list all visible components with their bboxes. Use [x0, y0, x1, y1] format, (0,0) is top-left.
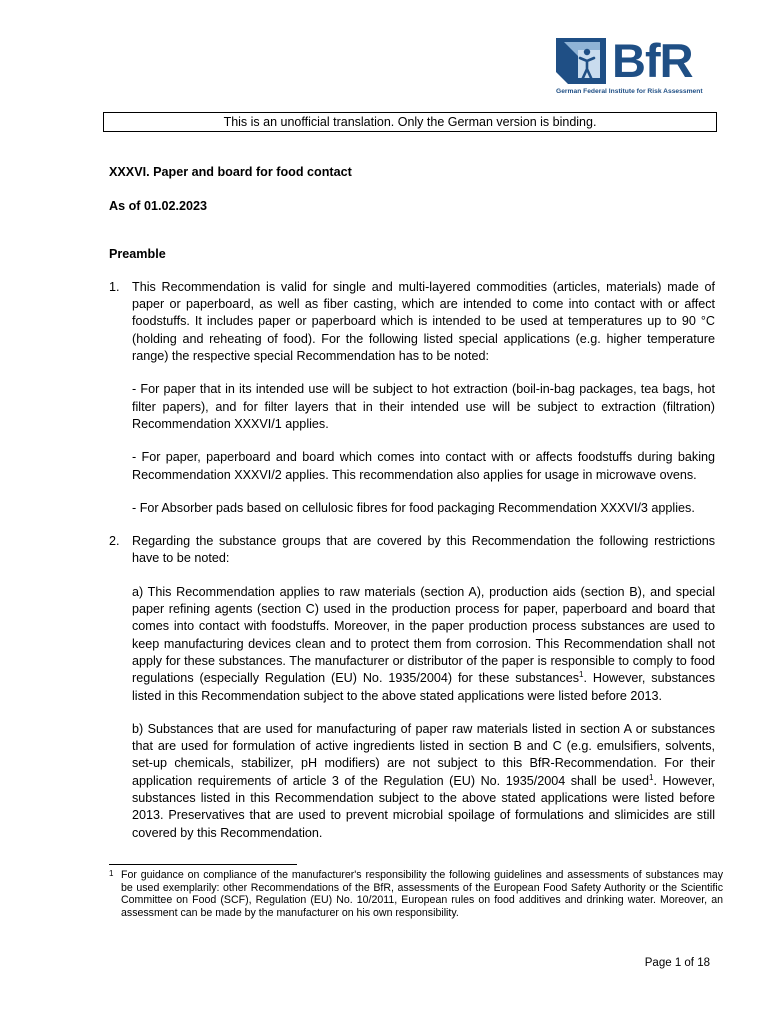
paragraph-a: [132, 584, 715, 705]
footnote-divider: [109, 864, 297, 865]
paragraph: - For paper, paperboard and board which comes into contact with or affects foodstuffs during baking Recommendation XXXVI/2 applies. This recommendation also applies for usage in microwave ovens.: [132, 450, 715, 482]
paragraph: - For Absorber pads based on cellulosic fibres for food packaging Recommendation XXXVI/3 applies.: [132, 500, 695, 515]
translation-notice: This is an unofficial translation. Only the German version is binding.: [103, 112, 717, 132]
paragraph: - For paper that in its intended use will be subject to hot extraction (boil-in-bag packages, tea bags, hot filter papers), and for filter layers that in their intended use will be subject to extraction (filtration) Recommendation XXXVI/1 applies.: [132, 382, 715, 431]
list-item: [109, 279, 715, 517]
paragraph-text: b) Substances that are used for manufacturing of paper raw materials listed in section A or substances that are used for formulation of active ingredients listed in section B and C (e.g. emulsifiers, solvents, set-up chemicals, stabilizer, pH modifiers) are not subject to this BfR-Recommendation. For their application requirements of article 3 of the Regulation (EU) No. 1935/2004 shall be used: [132, 721, 715, 788]
document-title: XXXVI. Paper and board for food contact: [109, 165, 352, 179]
document-body: [109, 164, 715, 858]
bfr-person-icon: [556, 38, 606, 84]
logo-subtitle: German Federal Institute for Risk Assessment: [556, 88, 703, 95]
item-number: 1.: [109, 279, 120, 294]
item-number: 2.: [109, 534, 120, 549]
paragraph-b: [132, 721, 715, 842]
paragraph: This Recommendation is valid for single and multi-layered commodities (articles, materials) made of paper or paperboard, as well as fiber casting, which are intended to come into contact with or affect foodstuffs. It includes paper or paperboard which is intended to be used at temperatures up to 90 °C (holding and reheating of food). For the following listed special applications (e.g. higher temperature range) the respective special Recommendation has to be noted:: [132, 279, 715, 364]
bfr-logo: [556, 34, 718, 100]
footnote-reference[interactable]: 1: [579, 670, 584, 680]
footnote-text: For guidance on compliance of the manufacturer's responsibility the following guidelines and assessments of substances may be used exemplarily: other Recommendations of the BfR, assessments of the European Food Safety Authority or the Scientific Committee on Food (SCF), Regulation (EU) No. 10/2011, European rules on food additives and drinking water. Moreover, an assessment can be made by the manufacturer on his own responsibility.: [121, 869, 723, 920]
page-number: Page 1 of 18: [644, 957, 710, 969]
footnote: [109, 869, 723, 920]
paragraph-text: . However, substances listed in this Recommendation subject to the above stated applications were listed before 2013.: [132, 671, 715, 703]
document-date: As of 01.02.2023: [109, 199, 208, 214]
paragraph: Regarding the substance groups that are covered by this Recommendation the following restrictions have to be noted:: [132, 534, 715, 566]
section-heading: Preamble: [109, 246, 166, 261]
paragraph-text: a) This Recommendation applies to raw materials (section A), production aids (section B), and special paper refining agents (section C) used in the production process for paper, paperboard and board that comes into contact with foodstuffs. Moreover, in the paper production process substances are used to keep manufacturing devices clean and to protect them from corrosion. This Recommendation shall not apply for these substances. The manufacturer or distributor of the paper is responsible to comply to food regulations (especially Regulation (EU) No. 1935/2004) for these substances: [132, 584, 715, 686]
footnote-reference[interactable]: 1: [649, 772, 654, 782]
paragraph-text: . However, substances listed in this Recommendation subject to the above stated applications were listed before 2013. Preservatives that are used to prevent microbial spoilage of formulations and slimicides are still covered by this Recommendation.: [132, 773, 715, 840]
footnote-number: 1: [109, 869, 114, 878]
list-item: [109, 533, 715, 842]
logo-text: BfR: [612, 34, 693, 87]
